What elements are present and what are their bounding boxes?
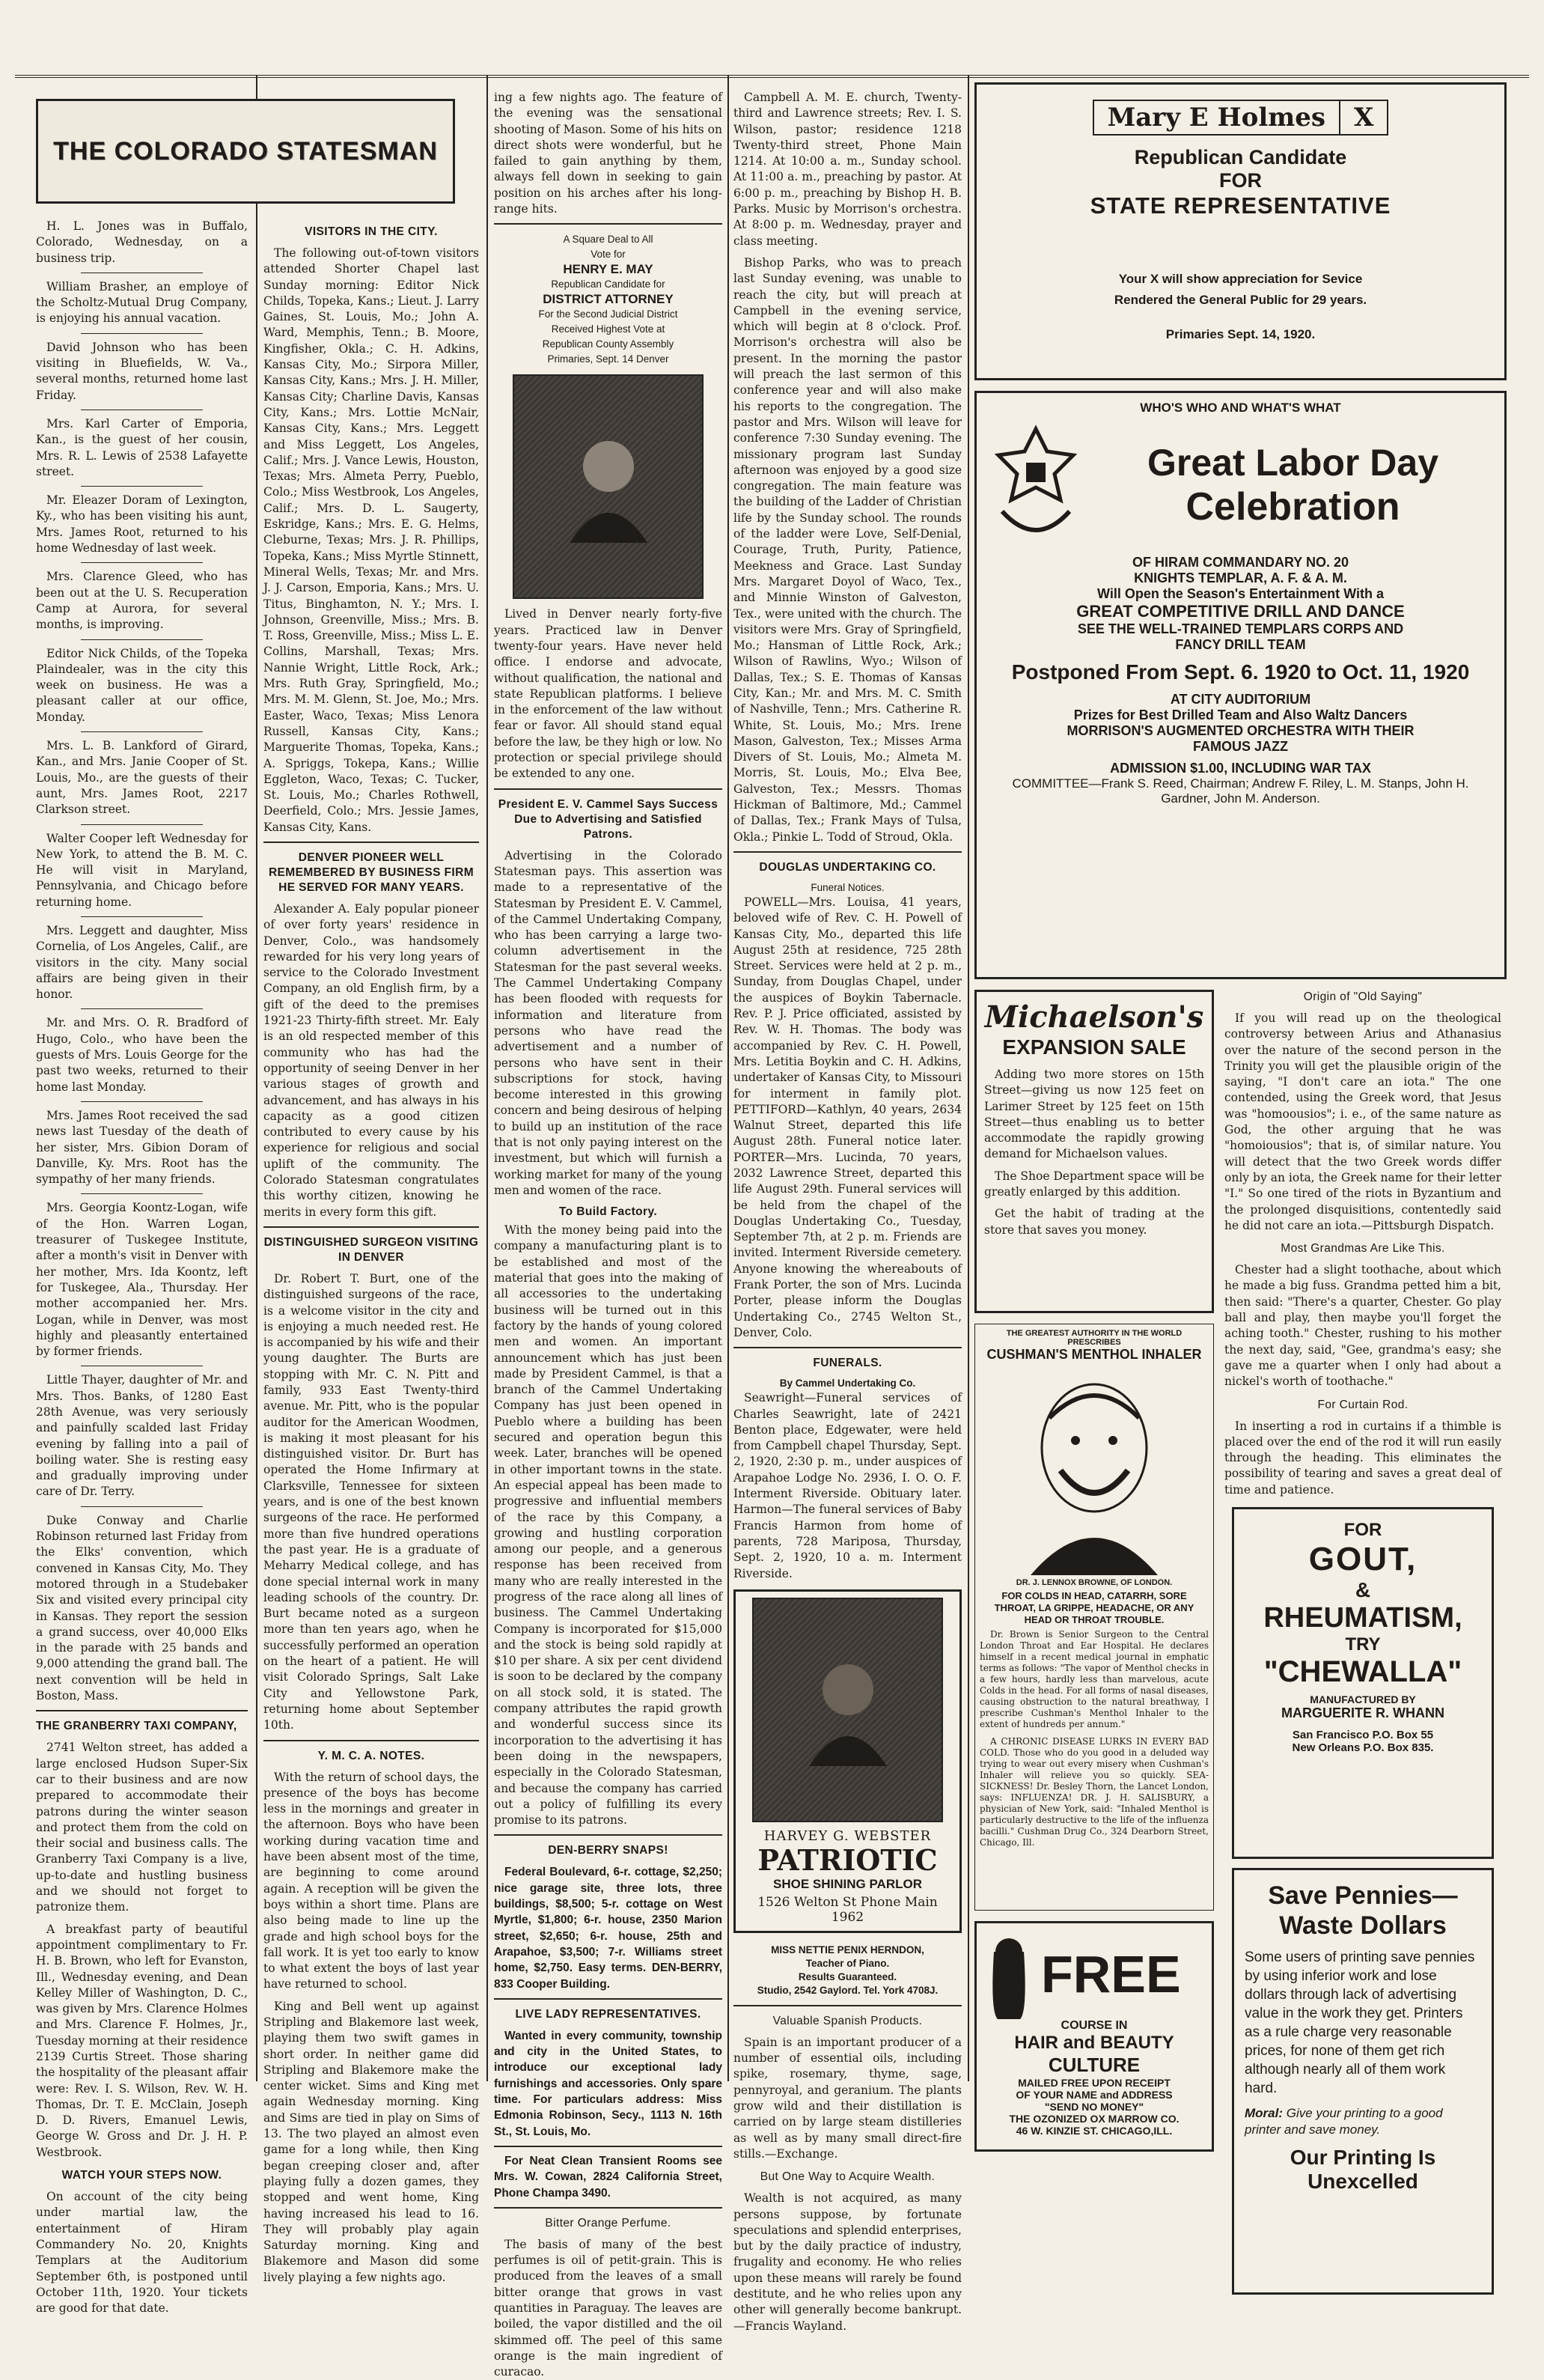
hair-line-2: HAIR and BEAUTY <box>1014 2033 1174 2053</box>
cammel-heading: President E. V. Cammel Says Success Due to Advertising and Satisfied Patrons. <box>498 797 718 841</box>
wealth-text: Wealth is not acquired, as many persons suppose, by fortunate speculations and splendid enterprises, but by the daily practice of industry, frugality and economy. He who relies upon these means will rarely be found destitute, and he who relies upon any other will generally become bankrupt.—Francis Wayland. <box>733 2191 962 2333</box>
divider <box>263 1226 479 1228</box>
personal-item: Mr. and Mrs. O. R. Bradford of Hugo, Colo., who have been the guests of Mrs. Louis George for the past two weeks, returned to their home last Monday. <box>36 1016 248 1094</box>
column-rule <box>968 75 969 2081</box>
hair-line-8: 46 W. KINZIE ST. CHICAGO,ILL. <box>1016 2125 1173 2137</box>
personal-item: William Brasher, an employe of the Scholtz-Mutual Drug Company, is enjoying his annual vacation. <box>36 279 248 326</box>
cushman-head: THE GREATEST AUTHORITY IN THE WORLD PRESCRIBES <box>1006 1329 1183 1347</box>
pennies-footer-1: Our Printing Is <box>1290 2146 1436 2170</box>
divider <box>494 2207 722 2209</box>
labor-line-10: MORRISON'S AUGMENTED ORCHESTRA WITH THEIR <box>1067 723 1415 738</box>
item-divider <box>81 1193 203 1194</box>
labor-line-12: ADMISSION $1.00, INCLUDING WAR TAX <box>1110 761 1371 776</box>
labor-line-1: OF HIRAM COMMANDARY NO. 20 <box>1132 555 1349 570</box>
cushman-ad <box>974 1324 1214 1911</box>
michaelson-text-3: Get the habit of trading at the store that saves you money. <box>984 1207 1204 1237</box>
portrait-silhouette-icon <box>803 1654 893 1766</box>
piano-ad-line: Results Guaranteed. <box>798 1970 897 1982</box>
piano-ad-line: Teacher of Piano. <box>805 1957 890 1969</box>
column-2 <box>263 217 479 2284</box>
hair-free: FREE <box>1041 1945 1181 2003</box>
labor-day-ad <box>974 391 1507 979</box>
steps-heading: WATCH YOUR STEPS NOW. <box>61 2169 222 2182</box>
masthead <box>36 99 455 204</box>
rooms-text: For Neat Clean Transient Rooms see Mrs. W. Cowan, 2824 California Street, Phone Champa 3490. <box>494 2154 722 2200</box>
may-ad-line: For the Second Judicial District <box>538 308 678 320</box>
divider <box>733 851 962 853</box>
chewalla-line-5: TRY <box>1345 1634 1381 1655</box>
chewalla-line-10: New Orleans P.O. Box 835. <box>1292 1741 1434 1755</box>
orange-heading: Bitter Orange Perfume. <box>545 2216 671 2230</box>
personal-item: Walter Cooper left Wednesday for New York, to attend the B. M. C. He will visit in Maryland, Pennsylvania, and Chicago before returning home. <box>36 831 248 909</box>
item-divider <box>81 916 203 917</box>
column-5 <box>974 82 1507 2194</box>
item-divider <box>81 824 203 825</box>
item-divider <box>81 562 203 563</box>
pennies-moral: Give your printing to a good printer and save money. <box>1245 2106 1443 2137</box>
labor-line-3: Will Open the Season's Entertainment With a <box>1096 586 1384 601</box>
column-5-lower <box>974 990 1507 2304</box>
ymca-text-2: King and Bell went up against Stripling and Blakemore last week, playing them two swift games in short order. In neither game did Stripling and Blakemore make the center wicket. Sims and King met again Wednesday morning. King and Sims are tied in play on Sims of 13. The two played an almost even game for a long while, then King began creeping closer and, after playing fully a dozen games, they stopped and went home, King having increased his lead to 16. They will probably play again Saturday morning. King and Blakemore and Mason did some lively playing a few nights ago. <box>263 1999 479 2284</box>
divider <box>494 2146 722 2147</box>
divider <box>494 223 722 225</box>
column-1 <box>36 219 248 2316</box>
holmes-line-3: STATE REPRESENTATIVE <box>1090 192 1391 219</box>
labor-kicker: WHO'S WHO AND WHAT'S WHAT <box>1140 401 1341 415</box>
wealth-heading: But One Way to Acquire Wealth. <box>760 2170 936 2184</box>
may-ad-line: DISTRICT ATTORNEY <box>543 292 674 307</box>
michaelson-brand: Michaelson's <box>984 999 1204 1035</box>
may-ad-line: Primaries, Sept. 14 Denver <box>547 353 669 365</box>
michaelson-text-2: The Shoe Department space will be greatly enlarged by this addition. <box>984 1169 1204 1199</box>
may-ad-line: Republican Candidate for <box>551 279 665 290</box>
chewalla-line-8: MARGUERITE R. WHANN <box>1281 1705 1444 1721</box>
labor-line-11: FAMOUS JAZZ <box>1192 739 1288 754</box>
douglas-subheading: Funeral Notices. <box>811 881 885 893</box>
personal-item: Mrs. L. B. Lankford of Girard, Kan., and Mrs. Janie Cooper of St. Louis, Mo., are the guests of their aunt, Mrs. James Root, 2217 Clarkson street. <box>36 739 248 817</box>
pioneer-text: Alexander A. Ealy popular pioneer of over forty years' residence in Denver, Colo., was handsomely rewarded for his very long years of service to the Colorado Investment Company, an old English firm, by a gift of the deed to the premises 1921-23 Thirty-fifth street. Mr. Ealy is an old respected member of this community who has had the opportunity of seeing Denver in her various stages of growth and advancement, and has always in his capacity as a good citizen contributed to every cause by his experience for religious and social uplift of the community. The Colorado Statesman congratulates this worthy citizen, knowing he merits in every form this gift. <box>263 901 479 1219</box>
michaelson-title: EXPANSION SALE <box>1002 1035 1186 1059</box>
divider <box>733 1347 962 1348</box>
holmes-line-1: Republican Candidate <box>1134 146 1347 168</box>
holmes-line-6: Primaries Sept. 14, 1920. <box>1165 327 1316 341</box>
live-text: Wanted in every community, township and city in the United States, to introduce our exceptional lady furnishings and accessories. Only spare time. For particulars address: Miss Edmonia Robinson, Secy., 1113 N. 16th St., St. Louis, Mo. <box>494 2029 722 2138</box>
column-rule <box>727 75 729 2081</box>
column-4 <box>733 90 962 2333</box>
top-rule <box>15 75 1529 78</box>
column-rule <box>256 75 257 2081</box>
taxi-text: 2741 Welton street, has added a large enclosed Hudson Super-Six car to their business and are now prepared to accommodate their patrons during the winter season and protect them from the cold on their social and business calls. The Granberry Taxi Company is a live, up-to-date and hustling business and we should not forget to patronize them. <box>36 1741 248 1914</box>
hair-line-4: MAILED FREE UPON RECEIPT <box>1018 2077 1171 2089</box>
holmes-line-2: FOR <box>1219 169 1262 192</box>
chewalla-line-1: FOR <box>1343 1520 1382 1541</box>
chewalla-line-7: MANUFACTURED BY <box>1310 1693 1416 1706</box>
personal-item: Mr. Eleazer Doram of Lexington, Ky., who has been visiting his aunt, Mrs. James Root, returned to his home Wednesday of last week. <box>36 493 248 556</box>
saying-heading: Origin of "Old Saying" <box>1303 990 1423 1003</box>
chewalla-line-6: "CHEWALLA" <box>1263 1655 1462 1689</box>
funerals-heading: FUNERALS. <box>813 1357 882 1370</box>
personal-items <box>36 219 248 1704</box>
chewalla-line-9: San Francisco P.O. Box 55 <box>1292 1729 1434 1742</box>
dr-browne-portrait-icon <box>1001 1366 1188 1575</box>
item-divider <box>81 639 203 640</box>
church-text: Campbell A. M. E. church, Twenty-third and Lawrence streets; Rev. I. S. Wilson, pastor; residence 1218 Twenty-third street, Phone Main 1214. At 10:00 a. m., Sunday school. At 11:00 a. m., preaching by pastor. At 6:00 p. m., preaching by Bishop H. B. Parks. Music by Morrison's orchestra. At 8:00 p. m. Wednesday, prayer and class meeting. <box>733 91 962 248</box>
snaps-heading: DEN-BERRY SNAPS! <box>548 1844 668 1857</box>
grandmas-heading: Most Grandmas Are Like This. <box>1281 1242 1445 1256</box>
factory-heading: To Build Factory. <box>558 1205 658 1219</box>
personal-item: H. L. Jones was in Buffalo, Colorado, Wednesday, on a business trip. <box>36 219 248 265</box>
hair-line-7: THE OZONIZED OX MARROW CO. <box>1009 2113 1180 2125</box>
lead-text: ing a few nights ago. The feature of the evening was the sensational shooting of Mason. Some of his hits on direct shots were wonderful, but he failed to gain anything by them, always fell down in seeking to gain position on his arches after his long-range hits. <box>494 91 722 216</box>
divider <box>494 1998 722 2000</box>
chewalla-line-2: GOUT, <box>1308 1541 1418 1578</box>
personal-item: Mrs. Leggett and daughter, Miss Cornelia, of Los Angeles, Calif., are visitors in the city. Many social affairs are being given in their honor. <box>36 923 248 1002</box>
chewalla-ad <box>1232 1507 1494 1859</box>
orange-text: The basis of many of the best perfumes is oil of petit-grain. This is produced from the leaves of a small bitter orange that grows in vast quantities in Paraguay. The leaves are boiled, the vapor distilled and the oil skimmed off. The peel of this same orange is the main ingredient of curacao. <box>494 2237 722 2379</box>
funerals-subheading: By Cammel Undertaking Co. <box>779 1378 916 1390</box>
snaps-text: Federal Boulevard, 6-r. cottage, $2,250; nice garage site, three lots, three buildings, $8,500; 5-r. cottage on West Myrtle, $1,800; 6-r. house, 2350 Marion street, $2,650; 6-r. house, 25th and Arapahoe, $3,500; 7-r. Williams street home, $2,750. Easy terms. DEN-BERRY, 833 Cooper Building. <box>494 1866 722 1991</box>
portrait-photo-henry-may <box>513 374 704 599</box>
divider <box>733 2005 962 2006</box>
holmes-line-5: Rendered the General Public for 29 years. <box>1114 293 1367 307</box>
labor-line-7: Postponed From Sept. 6. 1920 to Oct. 11, 1920 <box>1011 660 1470 684</box>
item-divider <box>81 1008 203 1009</box>
holmes-ballot-box: X <box>1340 100 1388 136</box>
holmes-ad <box>974 82 1507 380</box>
divider <box>494 788 722 790</box>
rod-heading: For Curtain Rod. <box>1317 1398 1409 1411</box>
grandmas-text: Chester had a slight toothache, about which he made a big fuss. Grandma petted him a bit, then said: "There's a quarter, Chester. Go play ball and play, then maybe you'll forget the aching tooth." Chester, rushing to his mother the next day, said, "Gee, grandma's easy; she gave me a quarter when I only had about a nickel's worth of toothache." <box>1224 1263 1501 1389</box>
spanish-text: Spain is an important producer of a number of essential oils, including spike, rosemary, thyme, sage, pennyroyal, and geranium. The plants grow wild and their distillation is carried on by large steam distilleries as well as by many small direct-fire stills.—Exchange. <box>733 2035 962 2161</box>
personal-item: Mrs. James Root received the sad news last Tuesday of the death of her sister, Mrs. Gibion Doram of Danville, Ky. Mrs. Root has the sympathy of her many friends. <box>36 1108 248 1187</box>
item-divider <box>81 1101 203 1102</box>
chewalla-line-3: & <box>1355 1578 1371 1602</box>
hair-line-5: OF YOUR NAME and ADDRESS <box>1016 2089 1173 2101</box>
douglas-heading: DOUGLAS UNDERTAKING CO. <box>759 860 936 874</box>
knights-templar-emblem-icon <box>987 421 1084 549</box>
portrait-silhouette-icon <box>564 430 653 543</box>
piano-ad-line: Studio, 2542 Gaylord. Tel. York 4708J. <box>757 1984 939 1996</box>
spanish-heading: Valuable Spanish Products. <box>772 2014 923 2027</box>
holmes-name: Mary E Holmes <box>1093 100 1340 136</box>
column-rule <box>486 75 488 2081</box>
ymca-text: With the return of school days, the presence of the boys has become less in the mornings and greater in the afternoon. Boys who have been working during vacation time and have been absent most of the time, are beginning to come around again. A reception will be given the boys within a short time. Plans are also being made to line up the grade and high school boys for the fall work. It is yet too early to know to what extent the boys of last year have returned to school. <box>263 1770 479 1991</box>
personal-item: David Johnson who has been visiting in Bluefields, W. Va., several months, returned home last Friday. <box>36 340 248 402</box>
item-divider <box>81 333 203 334</box>
webster-ad <box>733 1589 962 1933</box>
webster-title: PATRIOTIC <box>757 1842 938 1877</box>
funerals-text: Seawright—Funeral services of Charles Seawright, late of 2421 Benton place, Edgewater, were held from Campbell chapel Thursday, Sept. 2, 1920, 2:30 p. m., under auspices of Arapahoe Lodge No. 2936, I. O. O. F. Interment Riverside. Obituary later. Harmon—The funeral services of Baby Francis Harmon from home of parents, 728 Mariposa, Thursday, Sept. 2, 1920, 10 a. m. Interment Riverside. <box>733 1391 962 1580</box>
woman-long-hair-icon <box>983 1929 1035 2019</box>
printing-ad <box>1232 1868 1494 2295</box>
michaelson-ad <box>974 990 1214 1313</box>
personal-item: Mrs. Clarence Gleed, who has been out at the U. S. Recuperation Camp at Aurora, for several months, is improving. <box>36 570 248 632</box>
piano-ad <box>733 1944 962 1997</box>
labor-line-8: AT CITY AUDITORIUM <box>1170 692 1311 707</box>
cushman-caption: DR. J. LENNOX BROWNE, OF LONDON. <box>1016 1578 1173 1587</box>
may-ad-line: A Square Deal to All <box>563 234 653 246</box>
ymca-heading: Y. M. C. A. NOTES. <box>317 1749 425 1762</box>
live-heading: LIVE LADY REPRESENTATIVES. <box>515 2007 701 2021</box>
surgeon-text: Dr. Robert T. Burt, one of the distinguished surgeons of the race, is a welcome visitor in the city and is enjoying a much needed rest. He is accompanied by his wife and their young daughter. The Burts are stopping with Mr. C. N. Pitt and family, 933 East Twenty-third avenue. Mr. Pitt, who is the popular auditor for the American Woodmen, is making it most pleasant for his distinguished visitor. Dr. Burt has operated the Home Infirmary at Clarksville, Tennessee for sixteen years, and is one of the best known surgeons of the race. He performed more than five hundred operations the past year. He is a graduate of Meharry Medical college, and has done special internal work in many leading schools of the country. Dr. Burt became noted as a surgeon more than ten years ago, when he successfully performed an operation on the heart of a patient. He will visit Colorado Springs, Salt Lake City and Yellowstone Park, returning home about September 10th. <box>263 1271 479 1732</box>
pennies-heading-2: Waste Dollars <box>1279 1911 1447 1941</box>
cushman-title: CUSHMAN'S MENTHOL INHALER <box>986 1347 1202 1362</box>
douglas-text: POWELL—Mrs. Louisa, 41 years, beloved wife of Rev. C. H. Powell of Kansas City, Mo., departed this life August 25th at residence, 725 28th Street. Services were held at 2 p. m., Sunday, from Douglas Chapel, under the auspices of Boykin Tabernacle. Rev. P. J. Price officiated, assisted by Rev. W. H. Thomas. The body was accompanied by Rev. C. H. Powell, Mrs. Letitia Boykin and C. H. Adkins, undertaker of Kansas City, to Missouri for interment in family plot. PETTIFORD—Kathlyn, 40 years, 2634 Walnut Street, departed this life August 28th. Funeral notice later. PORTER—Mrs. Lucinda, 70 years, 2032 Lawrence Street, departed this life August 29th. Funeral services will be held from the chapel of the Douglas Undertaking Co., Tuesday, September 7th, at 2 p. m. Friends are invited. Interment Riverside cemetery. Anyone knowing the whereabouts of Frank Porter, the son of Mrs. Lucinda Porter, please inform the Douglas Undertaking Co., 2745 Welton St., Denver, Colo. <box>733 895 962 1339</box>
divider <box>494 1834 722 1836</box>
pennies-heading-1: Save Pennies— <box>1268 1881 1458 1911</box>
piano-ad-line: MISS NETTIE PENIX HERNDON, <box>771 1944 924 1956</box>
labor-title-2: Celebration <box>1186 485 1400 529</box>
chewalla-line-4: RHEUMATISM, <box>1263 1602 1462 1634</box>
may-text: Lived in Denver nearly forty-five years. Practiced law in Denver twenty-four years. Have never held office. I endorse and advocate, without qualification, the national and state Republican platforms. I believe in the enforcement of the law without fear or favor. All should stand equal before the law, be they high or low. No protection or special privilege should be extended to any one. <box>494 607 722 781</box>
church-text-2: Bishop Parks, who was to preach last Sunday evening, was unable to reach the city, but will preach at Campbell in the evening service, which will begin at 8 o'clock. Prof. Morrison's orchestra will also be present. In the morning the pastor will preach the last sermon of this conference year and will also make his reports to the congregation. The pastor and Mrs. Wilson will leave for conference 7:30 Sunday evening. The missionary program last Sunday afternoon was enjoyed by a good size congregation. The main feature was the building of the Ladder of Christian life by the Sunday school. The rounds of the ladder were Love, Self-Denial, Courage, Truth, Purity, Patience, Meekness and Grace. Last Sunday Mrs. Margaret Doyol of Waco, Tex., and Minnie Winston of Galveston, Tex., were united with the church. The visitors were Mrs. Gray of Springfield, Mo.; Hansman of Little Rock, Ark.; Wilson of Rawlins, Wyo.; Wilson of Dallas, Tex.; S. E. Thomas of Kansas City, Kan.; Mr. and Mrs. M. C. Smith of Nashville, Tenn.; Mrs. Catherine R. White, St. Louis, Mo.; Mrs. Irene Mason, Galveston, Tex.; Misses Arma Divers of St. Louis, Mo.; Almeta M. Morris, St. Louis, Mo.; Elva Bee, Galveston, Tex.; Messrs. Thomas Hickman of Baltimore, Md.; Cammel of Dallas, Tex.; Frank Mays of Tulsa, Okla.; Pinkie L. Todd of Stroud, Okla. <box>733 255 962 844</box>
may-ad-line: Republican County Assembly <box>542 338 674 350</box>
item-divider <box>81 731 203 732</box>
michaelson-text: Adding two more stores on 15th Street—giving us now 125 feet on Larimer Street by 125 feet on 15th Street—thus enabling us to better accommodate the rapidly growing demand for Michaelson values. <box>984 1068 1204 1161</box>
labor-line-2: KNIGHTS TEMPLAR, A. F. & A. M. <box>1134 570 1347 585</box>
factory-text: With the money being paid into the company a manufacturing plant is to be established and most of the material that goes into the making of all accessories to the undertaking business will be turned out in this factory by the hands of young colored men and women. An important announcement which has just been made by President Cammel, is that a branch of the Cammel Undertaking Company has just been opened in Pueblo where a building has been secured and operation begun this week. Later, branches will be opened in other important towns in the state. An especial appeal has been made to progressive and influential members of the race by this Company, a growing and hustling corporation among our people, and a generous response has been received from many who are really interested in the progress of the race along all lines of business. The Cammel Undertaking Company is incorporated for $15,000 and the stock is being sold rapidly at $10 per share. A six per cent dividend is soon to be declared by the company on all stock sold, it is stated. The company attributes the rapid growth and wonderful success since its incorporation to the advertising it has been doing in the newspapers, especially in the Colorado Statesman, and because the company has carried out a policy of fulfilling its every promise to its patrons. <box>494 1223 722 1827</box>
hair-culture-ad <box>974 1921 1214 2152</box>
column-5-right <box>1224 990 1501 2304</box>
personal-item: Mrs. Karl Carter of Emporia, Kan., is the guest of her cousin, Mrs. R. L. Lewis of 2538 Lafayette street. <box>36 416 248 478</box>
column-3 <box>494 90 722 2379</box>
visitors-heading: VISITORS IN THE CITY. <box>305 225 438 238</box>
cushman-text: Dr. Brown is Senior Surgeon to the Central London Throat and Ear Hospital. He declares himself in a recent medical journal in emphatic terms as follows: "The vapor of Menthol checks in a few hours, hardly less than marvelous, acute Colds in the head. For all forms of nasal diseases, causing obstruction to the natural breathway, I prescribe Cushman's Menthol Inhaler to the extent of hundreds per annum." <box>980 1629 1209 1729</box>
webster-subtitle: SHOE SHINING PARLOR <box>773 1876 922 1891</box>
may-ad-line: Received Highest Vote at <box>551 323 665 335</box>
pennies-moral-label: Moral: <box>1245 2106 1283 2121</box>
rod-text: In inserting a rod in curtains if a thimble is placed over the end of the rod it will run easily through the heading. This eliminates the possibility of tearing and saves a great deal of time and patience. <box>1224 1419 1501 1497</box>
item-divider <box>81 1506 203 1507</box>
saying-text: If you will read up on the theological controversy between Arius and Athanasius over the nature of the second person in the Trinity you will get the plausible origin of the saying, "I don't care an iota." The one contended, using the Greek word, that Jesus was "homoousios"; i. e., of the same nature as God, the other arguing that he was "homoiousios"; that is, of similar nature. You will detect that the two Greek words differ only by an iota, the Greek name for their letter "I." So one tired of the riots in Byzantium and the prolonged disquisitions, contentedly said he did not care an iota.—Pittsburgh Dispatch. <box>1224 1011 1501 1232</box>
pennies-text: Some users of printing save pennies by using inferior work and lose dollars through lack of advertising value in the work they get. Printers as a rule charge very reasonable prices, for none of them get rich although nearly all of them work hard. <box>1245 1950 1475 2097</box>
may-ad-line: Vote for <box>591 249 626 261</box>
hair-line-3: CULTURE <box>1048 2054 1141 2076</box>
steps-text: On account of the city being under martial law, the entertainment of Hiram Commandery No. 20, Knights Templars at the Auditorium September 6th, is postponed until October 11th, 1920. Your tickets are good for that date. <box>36 2190 248 2316</box>
divider <box>36 1710 248 1711</box>
divider <box>263 841 479 843</box>
portrait-photo-harvey-webster <box>752 1598 943 1822</box>
may-ad-line: HENRY E. MAY <box>563 262 653 277</box>
visitors-text: The following out-of-town visitors attended Shorter Chapel last Sunday morning: Editor Nick Childs, Topeka, Kans.; Lieut. J. Larry Gaines, St. Louis, Mo.; John A. Ward, Memphis, Tenn.; B. Moore, Kingfisher, Okla.; C. H. Adkins, Kansas City, Mo.; Sirpora Miller, Kansas City, Kans.; Mrs. J. H. Miller, Kansas City; Charline Davis, Kansas City, Kans.; Mrs. Lottie McNair, Kansas City, Kans.; Mrs. Leggett and Miss Leggett, Los Angeles, Calif.; Mrs. J. Vance Lewis, Houston, Texas; Mrs. Almeta Perry, Pueblo, Colo.; Miss Westbrook, Los Angeles, Calif.; Mrs. D. L. Saugerty, Eskridge, Kans.; Mrs. E. G. Helms, Cleburne, Texas; Mrs. J. R. Phillips, Topeka, Kans.; Miss Myrtle Stinnett, Mineral Wells, Texas; Mr. and Mrs. J. J. Carson, Emporia, Kans.; Mrs. U. Titus, Binghamton, N. Y.; Mrs. I. Johnson, Greenville, Miss.; Mrs. B. T. Ross, Greenville, Miss.; Miss L. E. Collins, Marshall, Texas; Mrs. Nannie Wright, Little Rock, Ark.; Mrs. Ruth Gray, Springfield, Mo.; Mrs. M. M. Glenn, St. Joe, Mo.; Mrs. Easter, Waco, Texas; Miss Lenora Russell, Kansas City, Kans.; Marguerite Thomas, Topeka, Kans.; A. Spriggs, Tokepa, Kans.; Willie Eggleton, Waco, Texas; C. Tucker, St. Louis, Mo.; Charles Rothwell, Deerfield, Colo.; Mrs. Jessie James, Kansas City, Kans. <box>263 246 479 834</box>
hair-line-6: "SEND NO MONEY" <box>1044 2101 1144 2113</box>
may-ad-text <box>494 232 722 367</box>
labor-line-9: Prizes for Best Drilled Team and Also Waltz Dancers <box>1073 707 1408 722</box>
breakfast-text: A breakfast party of beautiful appointment complimentary to Fr. H. B. Brown, who left for Evanston, Ill., Wednesday evening, and Dean Kelley Miller of Washington, D. C., was given by Mrs. Clarence Holmes and Mrs. Clarence F. Holmes, Jr., Tuesday morning at their residence 2139 Curtis Street. Those sharing the hospitality of the pleasant affair were: Rev. I. S. Wilson, Rev. W. H. Thomas, Dr. T. E. McClain, Joseph D. D. Rivers, Emanuel Lewis, George W. Gross and Dr. J. H. P. Westbrook. <box>36 1922 248 2159</box>
labor-line-5: SEE THE WELL-TRAINED TEMPLARS CORPS AND <box>1077 621 1404 636</box>
column-5-left <box>974 990 1214 2304</box>
labor-line-6: FANCY DRILL TEAM <box>1175 637 1306 652</box>
labor-line-13: COMMITTEE—Frank S. Reed, Chairman; Andrew F. Riley, L. M. Stanps, John H. Gardner, John M. Anderson. <box>1012 776 1469 806</box>
personal-item: Little Thayer, daughter of Mr. and Mrs. Thos. Banks, of 1280 East 28th Avenue, was very seriously and painfully scalded last Friday evening by falling into a pail of boiling water. She is resting easy and gradually improving under care of Dr. Terry. <box>36 1373 248 1499</box>
holmes-line-4: Your X will show appreciation for Sevice <box>1118 272 1363 286</box>
item-divider <box>81 486 203 487</box>
personal-item: Editor Nick Childs, of the Topeka Plaindealer, was in the city this week on business. He was a pleasant caller at our office, Monday. <box>36 646 248 724</box>
cushman-bold: FOR COLDS IN HEAD, CATARRH, SORE THROAT, LA GRIPPE, HEADACHE, OR ANY HEAD OR THROAT TROUBLE. <box>994 1590 1194 1625</box>
masthead-title: THE COLORADO STATESMAN <box>53 136 438 165</box>
personal-item: Mrs. Georgia Koontz-Logan, wife of the Hon. Warren Logan, treasurer of Tuskegee Institute, after a month's visit in Denver with her mother, Mrs. Ida Koontz, left for Tuskegee, Ala., Thursday. Her mother accompanied her. Mrs. Logan, while in Denver, was most highly and pleasantly entertained by former friends. <box>36 1201 248 1359</box>
divider <box>263 1740 479 1741</box>
cammel-text: Advertising in the Colorado Statesman pays. This assertion was made to a representative of the Statesman by President E. V. Cammel, of the Cammel Undertaking Company, who has been carrying a large two-column advertisement in the Statesman for the past several weeks. The Cammel Undertaking Company has been flooded with requests for information and literature from persons who have read the advertisement and a number of persons who have sent in their subscriptions for stock, having become interested in this growing concern and being desirous of helping to build up an institution of the race that is not only paying interest on the investment, but which will furnish a working market for many of the young men and women of the race. <box>494 848 722 1197</box>
labor-title-1: Great Labor Day <box>1147 442 1438 484</box>
hair-line-1: COURSE IN <box>1061 2019 1128 2032</box>
pioneer-heading: DENVER PIONEER WELL REMEMBERED BY BUSINESS FIRM HE SERVED FOR MANY YEARS. <box>268 850 475 894</box>
cushman-text-2: A CHRONIC DISEASE LURKS IN EVERY BAD COLD. Those who do you good in a deluded way trying to wear out every misery when Cushman's Inhaler will relieve you so quickly. SEA-SICKNESS! Dr. Besley Thorn, the Lancet London, says: INFLUENZA! DR. J. H. SALISBURY, a physician of New York, said: "Inhaled Menthol is particularly destructive to the life of the influenza bacilli." Cushman Drug Co., 324 Dearborn Street, Chicago, Ill. <box>980 1736 1209 1848</box>
labor-line-4: GREAT COMPETITIVE DRILL AND DANCE <box>1076 602 1405 621</box>
pennies-footer-2: Unexcelled <box>1307 2170 1418 2194</box>
surgeon-heading: DISTINGUISHED SURGEON VISITING IN DENVER <box>263 1235 479 1264</box>
webster-name: HARVEY G. WEBSTER <box>763 1827 932 1844</box>
taxi-heading: THE GRANBERRY TAXI COMPANY, <box>36 1720 237 1733</box>
personal-item: Duke Conway and Charlie Robinson returned last Friday from the Elks' convention, which convened in Kansas City, Mo. They motored through in a Studebaker Six and visited every principal city in Kansas. They report the session a grand success, over 40,000 Elks in the parade with 25 bands and 9,000 attending the grand ball. The next convention will be held in Boston, Mass. <box>36 1513 248 1703</box>
webster-address: 1526 Welton St Phone Main 1962 <box>757 1894 938 1925</box>
